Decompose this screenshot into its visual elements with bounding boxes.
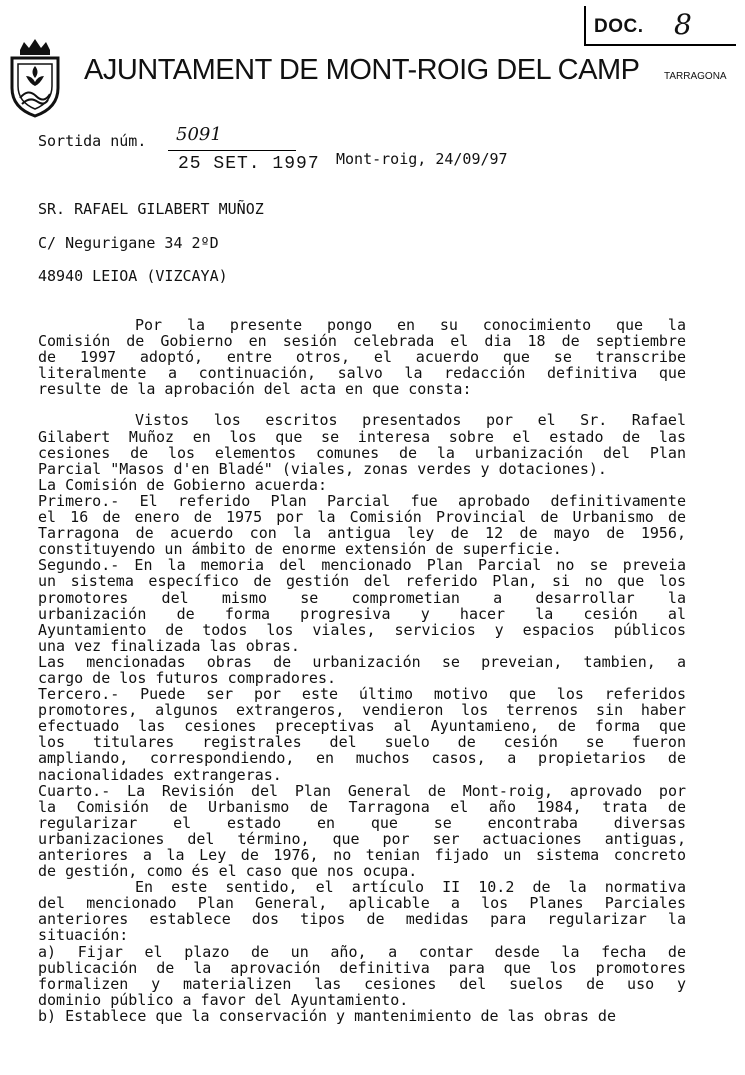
body-line: Segundo.- En la memoria del mencionado Plan Parcial no se preveia	[38, 556, 686, 575]
body-line: de gestión, como és el caso que nos ocupa.	[38, 862, 418, 881]
body-line: promotores, algunos extrangeros, vendieron los terrenos sin haber	[38, 701, 686, 720]
body-line: ampliando, correspondiendo, en muchos casos, a propietarios de	[38, 749, 686, 768]
place-date: Mont-roig, 24/09/97	[336, 150, 508, 168]
body-line: el 16 de enero de 1975 por la Comisión Provincial de Urbanismo de	[38, 508, 686, 527]
registry-underline	[168, 150, 296, 151]
body-line: nacionalidades extrangeras.	[38, 765, 282, 784]
body-line: una vez finalizada las obras.	[38, 636, 300, 655]
recipient-city: 48940 LEIOA (VIZCAYA)	[38, 267, 228, 285]
body-line: literalmente a continuación, salvo la redacción definitiva que	[38, 364, 686, 383]
doc-tag	[584, 6, 736, 46]
registry-number: 5091	[176, 124, 222, 145]
registry-label: Sortida núm.	[38, 132, 147, 150]
body-line: urbanización de forma progresiva y hacer la cesión al	[38, 604, 686, 623]
body-line: constituyendo un ámbito de enorme extensión de superficie.	[38, 540, 562, 559]
doc-tag-number: 8	[674, 8, 692, 41]
body-line: Comisión de Gobierno en sesión celebrada el dia 18 de septiembre	[38, 332, 686, 351]
body-line: Primero.- El referido Plan Parcial fue aprobado definitivamente	[38, 491, 686, 510]
body-line: del mencionado Plan General, aplicable a los Planes Parciales	[38, 894, 686, 913]
body-line: b) Establece que la conservación y mantenimiento de las obras de	[38, 1006, 616, 1025]
letter-body	[38, 317, 686, 1024]
body-line: cargo de los futuros compradores.	[38, 668, 337, 687]
coat-of-arms-icon	[6, 36, 64, 118]
body-line: regularizar el estado en que se encontraba diversas	[38, 813, 686, 832]
body-line: Las mencionadas obras de urbanización se preveian, tambien, a	[38, 652, 686, 671]
body-line: publicación de la aprovación definitiva para que los promotores	[38, 958, 686, 977]
body-line: la Comisión de Urbanismo de Tarragona el año 1984, trata de	[38, 797, 686, 816]
body-line: Tarragona de acuerdo con la antigua ley de 12 de mayo de 1956,	[38, 524, 686, 543]
body-line: situación:	[38, 926, 129, 945]
body-line: urbanizaciones del término, que por ser actuaciones antiguas,	[38, 829, 686, 848]
registry-stamp-date: 25 SET. 1997	[178, 154, 320, 174]
body-line: La Comisión de Gobierno acuerda:	[38, 475, 327, 494]
body-line: Tercero.- Puede ser por este último motivo que los referidos	[38, 685, 686, 704]
body-line: Por la presente pongo en su conocimiento que la	[135, 316, 686, 334]
page-title: AJUNTAMENT DE MONT-ROIG DEL CAMP	[84, 54, 640, 86]
body-line: cesiones de los elementos comunes de la urbanización del Plan	[38, 443, 686, 462]
body-line: dominio público a favor del Ayuntamiento.	[38, 990, 409, 1009]
body-line: resulte de la aprobación del acta en que consta:	[38, 380, 472, 399]
body-line: a) Fijar el plazo de un año, a contar desde la fecha de	[38, 942, 686, 961]
body-line: Vistos los escritos presentados por el Sr. Rafael	[135, 411, 686, 430]
body-line: promotores del mismo se comprometian a desarrollar la	[38, 588, 686, 607]
body-line: formalizen y materializen las cesiones del suelos de uso y	[38, 974, 686, 993]
body-line: anteriores a la Ley de 1976, no tenian fijado un sistema concreto	[38, 846, 686, 864]
province-label: TARRAGONA	[664, 71, 727, 82]
body-line: En este sentido, el artículo II 10.2 de la normativa	[135, 878, 686, 897]
body-line: Ayuntamiento de todos los viales, servicios y espacios públicos	[38, 620, 686, 639]
body-line: Parcial "Masos d'en Bladé" (viales, zonas verdes y dotaciones).	[38, 459, 607, 478]
body-line: un sistema específico de gestión del referido Plan, si no que los	[38, 572, 686, 591]
recipient-street: C/ Negurigane 34 2ºD	[38, 234, 219, 252]
body-line: los titulares registrales del suelo de cesión se fueron	[38, 733, 686, 752]
body-line: efectuado las cesiones preceptivas al Ayuntamieno, de forma que	[38, 717, 686, 736]
doc-tag-label: DOC.	[594, 16, 644, 37]
body-line: Gilabert Muñoz en los que se interesa sobre el estado de las	[38, 427, 686, 446]
paragraph-gap	[38, 397, 686, 412]
body-line: Cuarto.- La Revisión del Plan General de Mont-roig, aprovado por	[38, 781, 686, 800]
body-line: anteriores establece dos tipos de medidas para regularizar la	[38, 910, 686, 929]
body-line: de 1997 adoptó, entre otros, el acuerdo que se transcribe	[38, 348, 686, 367]
recipient-name: SR. RAFAEL GILABERT MUÑOZ	[38, 200, 264, 218]
